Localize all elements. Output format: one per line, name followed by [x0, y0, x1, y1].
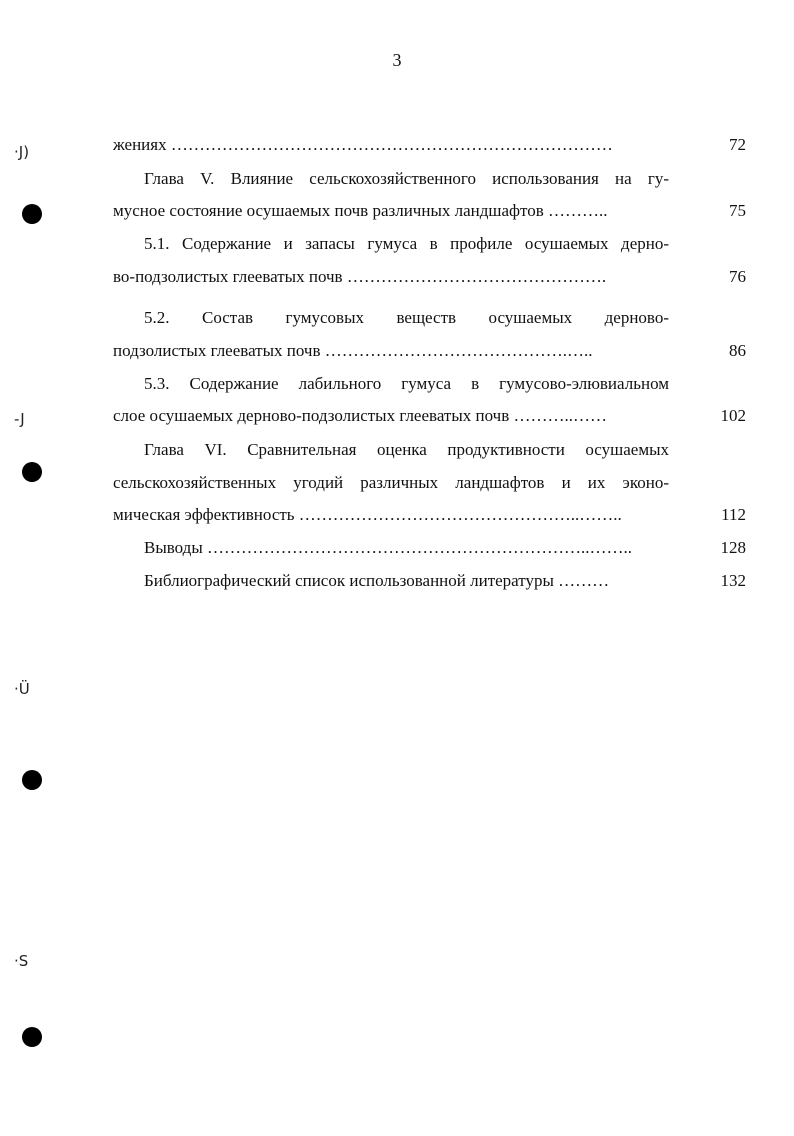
margin-mark: ·J) — [14, 143, 30, 161]
toc-page-number: 112 — [721, 505, 746, 524]
toc-entry-text: мическая эффективность — [113, 505, 299, 524]
toc-entry — [113, 340, 669, 362]
toc-entry-text: жениях — [113, 135, 171, 154]
toc-entry-text: слое осушаемых дерново-подзолистых глееватых почв — [113, 406, 514, 425]
toc-chapter-heading: Глава V. Влияние сельскохозяйственного использования на гу- — [144, 169, 669, 188]
toc-entry-text: Библиографический список использованной литературы — [144, 571, 559, 590]
dot-leader: ……… — [558, 571, 610, 590]
margin-mark: ·S — [14, 952, 29, 970]
toc-page-number: 132 — [720, 571, 746, 590]
binder-hole — [22, 204, 42, 224]
dot-leader: …………………………………………………………………… — [170, 135, 613, 154]
toc-chapter-heading: Глава VI. Сравнительная оценка продуктивности осушаемых — [144, 440, 669, 459]
toc-entry — [113, 504, 669, 526]
toc-page-number: 102 — [720, 406, 746, 425]
dot-leader: …………………………………………………………..…….. — [207, 538, 633, 557]
toc-section-heading: 5.1. Содержание и запасы гумуса в профиле осушаемых дерно- — [144, 234, 669, 253]
toc-entry — [113, 266, 669, 288]
dot-leader: ……….. — [548, 201, 608, 220]
binder-hole — [22, 1027, 42, 1047]
dot-leader: ………………………………………. — [346, 267, 607, 286]
toc-entry — [113, 200, 669, 222]
toc-entry-text: Выводы — [144, 538, 208, 557]
margin-mark: -J — [14, 410, 25, 428]
toc-page-number: 76 — [729, 267, 746, 286]
toc-page-number: 128 — [720, 538, 746, 557]
toc-entry — [113, 405, 669, 427]
toc-entry-continuation — [113, 134, 669, 156]
binder-hole — [22, 462, 42, 482]
toc-entry — [144, 570, 669, 592]
margin-mark: ·Ü — [14, 680, 30, 698]
dot-leader: …………………………………………..…….. — [298, 505, 622, 524]
toc-entry — [144, 537, 669, 559]
dot-leader: ………..…… — [513, 406, 608, 425]
toc-page-number: 86 — [729, 341, 746, 360]
toc-page-number: 75 — [729, 201, 746, 220]
toc-entry-text: подзолистых глееватых почв — [113, 341, 325, 360]
toc-section-heading: 5.2. Состав гумусовых веществ осушаемых дерново- — [144, 308, 669, 327]
toc-chapter-heading-cont: сельскохозяйственных угодий различных ландшафтов и их эконо- — [113, 473, 669, 492]
dot-leader: …………………………………….….. — [324, 341, 593, 360]
toc-entry-text: во-подзолистых глееватых почв — [113, 267, 347, 286]
page-number: 3 — [392, 50, 402, 70]
toc-page-number: 72 — [729, 135, 746, 154]
toc-entry-text: мусное состояние осушаемых почв различных ландшафтов — [113, 201, 549, 220]
binder-hole — [22, 770, 42, 790]
toc-section-heading: 5.3. Содержание лабильного гумуса в гумусово-элювиальном — [144, 374, 669, 393]
